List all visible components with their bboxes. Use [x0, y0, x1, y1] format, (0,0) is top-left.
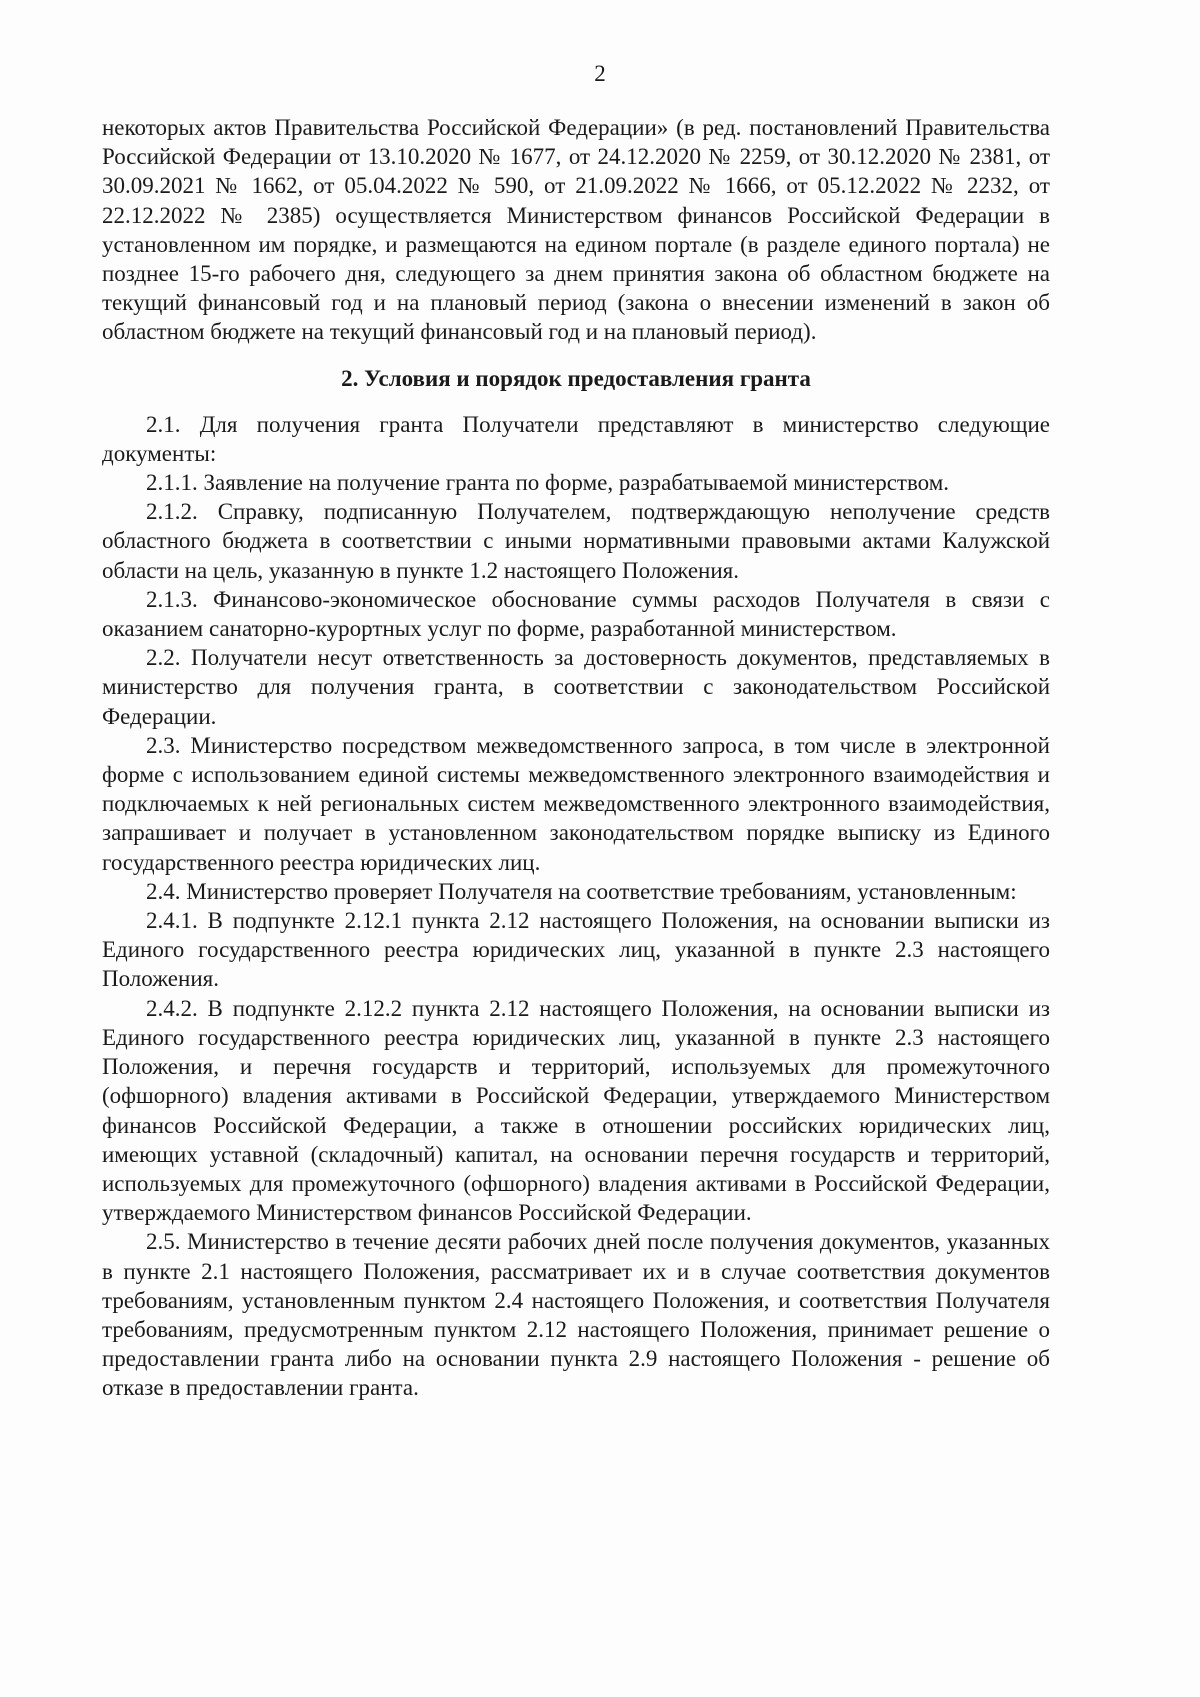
- document-body: [102, 113, 1050, 1403]
- paragraph-2-5: 2.5. Министерство в течение десяти рабочих дней после получения документов, указанных в пункте 2.1 настоящего Положения, рассматривает их и в случае соответствия документов требованиям, установленным пунктом 2.4 настоящего Положения, и соответствия Получателя требованиям, предусмотренным пунктом 2.12 настоящего Положения, принимает решение о предоставлении гранта либо на основании пункта 2.9 настоящего Положения - решение об отказе в предоставлении гранта.: [102, 1229, 1050, 1401]
- paragraph-2-4-2: 2.4.2. В подпункте 2.12.2 пункта 2.12 настоящего Положения, на основании выписки из Единого государственного реестра юридических лиц, указанной в пункте 2.3 настоящего Положения, и перечня государств и территорий, используемых для промежуточного (офшорного) владения активами в Российской Федерации, утверждаемого Министерством финансов Российской Федерации, а также в отношении российских юридических лиц, имеющих уставной (складочный) капитал, на основании перечня государств и территорий, используемых для промежуточного (офшорного) владения активами в Российской Федерации, утверждаемого Министерством финансов Российской Федерации.: [102, 995, 1050, 1226]
- paragraph-2-4: 2.4. Министерство проверяет Получателя на соответствие требованиям, установленным:: [146, 878, 1017, 904]
- section-title: 2. Условия и порядок предоставления гранта: [341, 365, 811, 391]
- intro-paragraph: некоторых актов Правительства Российской Федерации» (в ред. постановлений Правительства Российской Федерации от 13.10.2020 № 1677, от 24.12.2020 № 2259, от 30.12.2020 № 2381, от 30.09.2021 № 1662, от 05.04.2022 № 590, от 21.09.2022 № 1666, от 05.12.2022 № 2232, от 22.12.2022 № 2385) осуществляется Министерством финансов Российской Федерации в установленном им порядке, и размещаются на едином портале (в разделе единого портала) не позднее 15-го рабочего дня, следующего за днем принятия закона об областном бюджете на текущий финансовый год и на плановый период (закона о внесении изменений в закон об областном бюджете на текущий финансовый год и на плановый период).: [102, 115, 1050, 345]
- paragraph-2-1-2: 2.1.2. Справку, подписанную Получателем, подтверждающую неполучение средств областного бюджета в соответствии с иными нормативными правовыми актами Калужской области на цель, указанную в пункте 1.2 настоящего Положения.: [102, 499, 1050, 583]
- paragraph-2-1-1: 2.1.1. Заявление на получение гранта по форме, разрабатываемой министерством.: [146, 470, 950, 496]
- paragraph-2-4-1: 2.4.1. В подпункте 2.12.1 пункта 2.12 настоящего Положения, на основании выписки из Единого государственного реестра юридических лиц, указанной в пункте 2.3 настоящего Положения.: [102, 908, 1050, 992]
- paragraph-2-1: 2.1. Для получения гранта Получатели представляют в министерство следующие документы:: [102, 411, 1050, 466]
- paragraph-2-3: 2.3. Министерство посредством межведомственного запроса, в том числе в электронной форме с использованием единой системы межведомственного электронного взаимодействия и подключаемых к ней региональных систем межведомственного электронного взаимодействия, запрашивает и получает в установленном законодательством порядке выписку из Единого государственного реестра юридических лиц.: [102, 732, 1050, 875]
- paragraph-2-2: 2.2. Получатели несут ответственность за достоверность документов, представляемых в министерство для получения гранта, в соответствии с законодательством Российской Федерации.: [102, 645, 1050, 729]
- paragraph-2-1-3: 2.1.3. Финансово-экономическое обоснование суммы расходов Получателя в связи с оказанием санаторно-курортных услуг по форме, разработанной министерством.: [102, 586, 1050, 642]
- page-number: 2: [594, 61, 606, 86]
